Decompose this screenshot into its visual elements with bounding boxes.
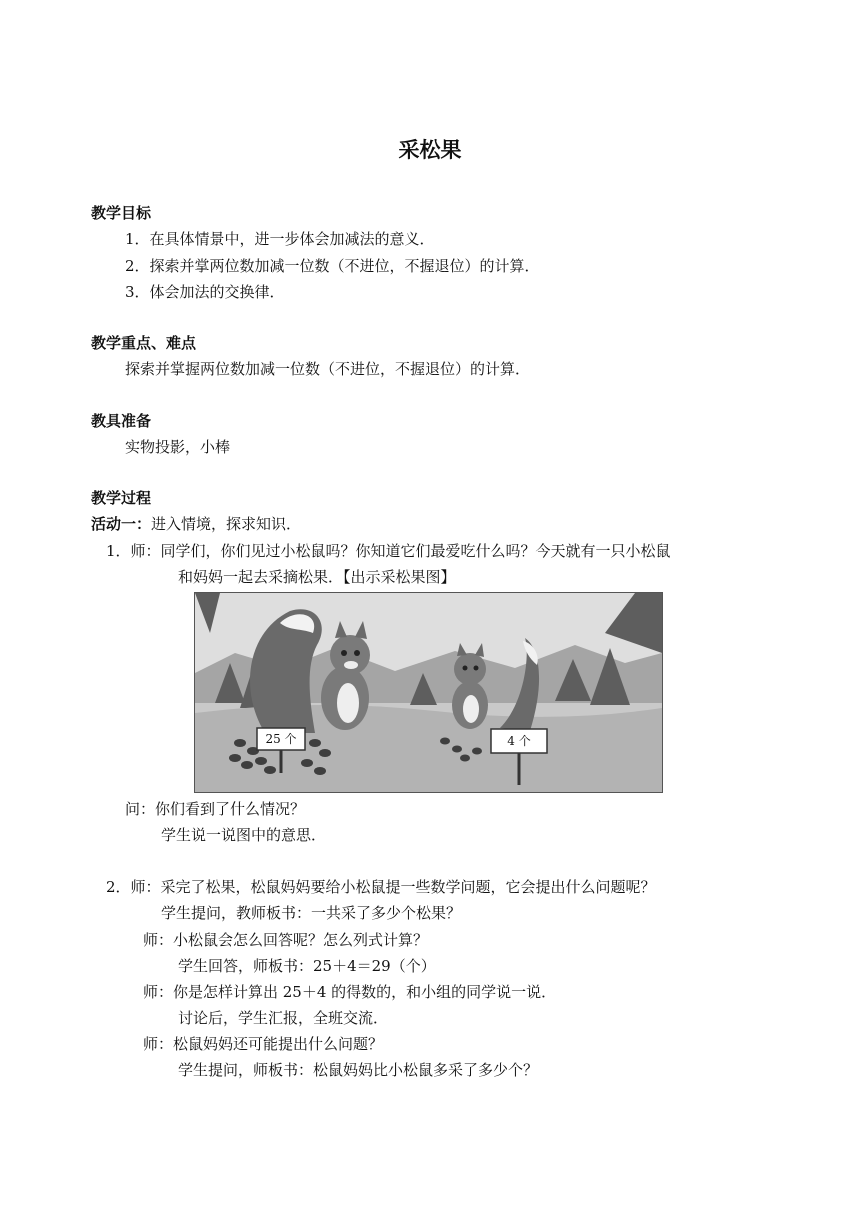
activity-text: 进入情境，探求知识． (151, 515, 302, 533)
question-1: 问：你们看到了什么情况？ (125, 800, 306, 818)
step2-line3: 师：小松鼠会怎么回答呢？怎么列式计算？ (143, 931, 429, 949)
step2-line6: 讨论后，学生汇报，全班交流． (178, 1009, 389, 1027)
step1-line1: 1．师：同学们，你们见过小松鼠吗？你知道它们最爱吃什么吗？今天就有一只小松鼠 (106, 542, 671, 560)
materials-heading: 教具准备 (91, 412, 152, 430)
goal-item-1: 1．在具体情景中，进一步体会加减法的意义． (125, 230, 435, 248)
step2-line5: 师：你是怎样计算出 25＋4 的得数的，和小组的同学说一说． (143, 983, 557, 1001)
goal-item-2: 2．探索并掌两位数加减一位数（不进位，不握退位）的计算． (125, 257, 540, 275)
materials-text: 实物投影，小棒 (125, 438, 231, 456)
process-heading: 教学过程 (91, 489, 152, 507)
activity-label: 活动一： (91, 515, 152, 533)
step2-line8: 学生提问，师板书：松鼠妈妈比小松鼠多采了多少个？ (178, 1061, 539, 1079)
goals-heading: 教学目标 (91, 204, 152, 222)
step2-line1: 2．师：采完了松果，松鼠妈妈要给小松鼠提一些数学问题，它会提出什么问题呢？ (106, 878, 656, 896)
step2-line2: 学生提问，教师板书：一共采了多少个松果？ (161, 904, 462, 922)
sign-right-label: 4 个 (507, 734, 531, 748)
document-title: 采松果 (398, 138, 462, 162)
key-points-text: 探索并掌握两位数加减一位数（不进位，不握退位）的计算． (125, 360, 531, 378)
activity-line (91, 514, 301, 534)
step2-line7: 师：松鼠妈妈还可能提出什么问题？ (143, 1035, 384, 1053)
goal-item-3: 3．体会加法的交换律． (125, 283, 285, 301)
sign-left-label: 25 个 (265, 732, 297, 746)
key-points-heading: 教学重点、难点 (91, 334, 197, 352)
pine-cone-illustration (194, 592, 663, 793)
step1-line2: 和妈妈一起去采摘松果．【出示采松果图】 (178, 568, 456, 586)
step2-line4: 学生回答，师板书：25＋4＝29（个） (178, 957, 436, 975)
question-1-answer: 学生说一说图中的意思． (161, 826, 327, 844)
